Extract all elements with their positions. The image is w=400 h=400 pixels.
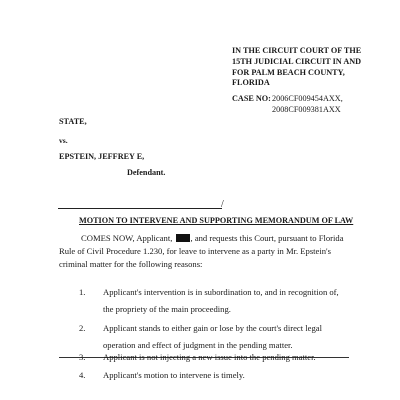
- reason-text: Applicant's intervention is in subordination to, and in recognition of, the propriety of the main proceeding.: [103, 287, 339, 314]
- intro-paragraph: [59, 232, 349, 271]
- plaintiff-name: STATE,: [59, 117, 87, 126]
- motion-title: MOTION TO INTERVENE AND SUPPORTING MEMORANDUM OF LAW: [79, 216, 354, 225]
- reason-number: 1.: [79, 287, 86, 297]
- defendant-label: Defendant.: [127, 168, 166, 177]
- case-number-2: 2008CF009381AXX: [272, 104, 341, 114]
- reason-number: 4.: [79, 370, 86, 380]
- redaction-box: [176, 234, 190, 242]
- caption-separator-line: [58, 208, 222, 209]
- case-number-label: CASE NO:: [232, 94, 271, 103]
- reason-text: Applicant's motion to intervene is timely.: [103, 370, 245, 380]
- court-header-line: FOR PALM BEACH COUNTY,: [232, 67, 345, 77]
- court-header-line: IN THE CIRCUIT COURT OF THE: [232, 46, 362, 55]
- defendant-name: EPSTEIN, JEFFREY E,: [59, 152, 145, 161]
- reason-number: 2.: [79, 323, 86, 333]
- intro-text-start: COMES NOW, Applicant,: [81, 233, 173, 243]
- case-number-block: [232, 94, 397, 116]
- versus-label: vs.: [59, 136, 68, 145]
- court-header: [232, 46, 392, 89]
- intro-text-end: , and requests this Court, pursuant to Florida Rule of Civil Procedure 1.230, for leave to intervene as a party in Mr. Epstein's criminal matter for the following reasons:: [59, 233, 344, 269]
- caption-separator-slash: /: [221, 199, 224, 210]
- reason-text: Applicant is not injecting a new issue into the pending matter.: [103, 352, 316, 362]
- reason-text: Applicant stands to either gain or lose by the court's direct legal operation and effect of judgment in the pending matter.: [103, 323, 322, 350]
- court-header-line: 15TH JUDICIAL CIRCUIT IN AND: [232, 56, 362, 66]
- case-number-1: 2006CF009454AXX,: [272, 94, 343, 103]
- reason-number: 3.: [79, 352, 86, 362]
- court-header-line: FLORIDA: [232, 78, 270, 88]
